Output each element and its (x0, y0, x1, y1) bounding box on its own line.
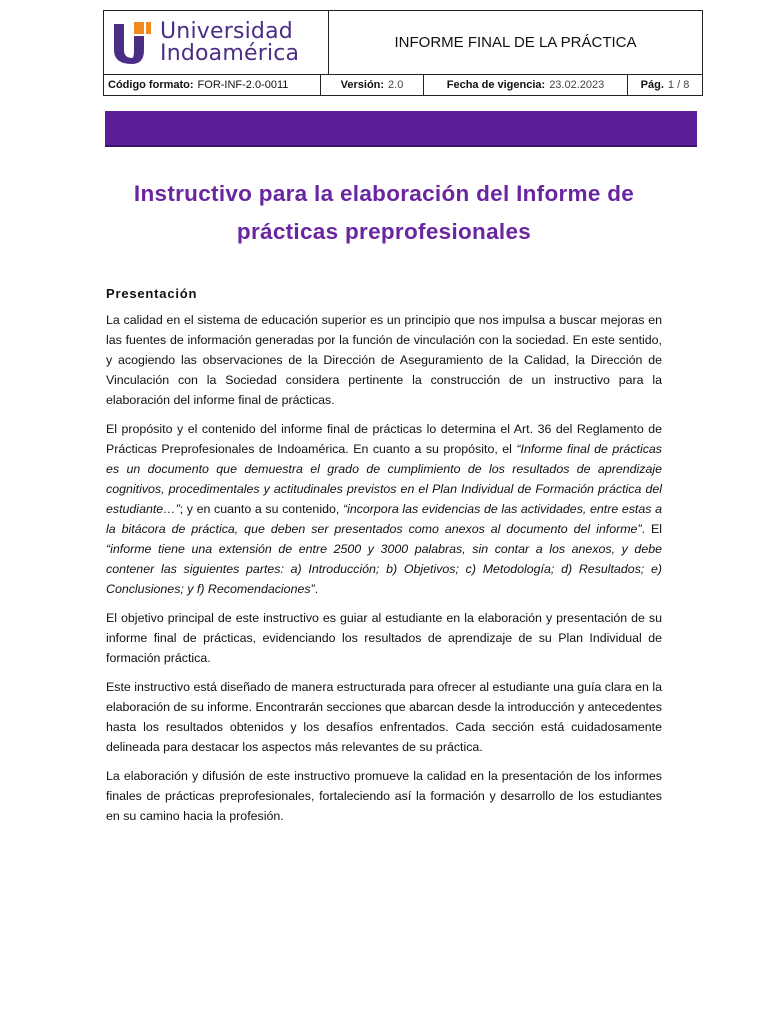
page-cell (628, 75, 702, 95)
version-label: Versión: (340, 79, 385, 91)
version-value: 2.0 (388, 79, 404, 91)
paragraph-1: La calidad en el sistema de educación superior es un principio que nos impulsa a buscar mejoras en las fuentes de información generadas por la función de vinculación con la sociedad. En este sentido, y acogiendo las observaciones de la Dirección de Aseguramiento de la Calidad, la Dirección de Vinculación con la Sociedad considera pertinente la construcción de un instructivo para la elaboración del informe final de prácticas. (106, 313, 662, 407)
code-label: Código formato: (108, 79, 194, 91)
header-meta-row (104, 75, 702, 95)
version-cell (321, 75, 424, 95)
document-title: Instructivo para la elaboración del Informe de prácticas preprofesionales (133, 181, 635, 244)
paragraph-3: El objetivo principal de este instructivo es guiar al estudiante en la elaboración y presentación de su informe final de prácticas, evidenciando los resultados de aprendizaje de su Plan Individual de formación práctica. (106, 611, 662, 665)
paragraph-2-text-b: ; y en cuanto a su contenido, (179, 502, 343, 516)
decorative-purple-bar (105, 111, 697, 147)
validity-cell (424, 75, 628, 95)
quote-content: “incorpora las evidencias de las actividades, entre estas a la bitácora de práctica, que deben ser presentados como anexos al documento del informe” (106, 502, 662, 536)
logo-line-2: Indoamérica (160, 40, 300, 66)
section-heading: Presentación (106, 286, 198, 301)
header-top-row (104, 11, 702, 75)
paragraph-2 (106, 419, 662, 599)
form-title: INFORME FINAL DE LA PRÁCTICA (394, 34, 637, 51)
paragraph-2-text-c: . El (641, 522, 663, 536)
paragraph-5: La elaboración y difusión de este instructivo promueve la calidad en la presentación de los informes finales de prácticas preprofesionales, fortaleciendo así la formación y desarrollo de los estudiantes en su camino hacia la profesión. (106, 769, 662, 823)
quote-length: “informe tiene una extensión de entre 2500 y 3000 palabras, sin contar a los anexos, y debe contener las siguientes partes: a) Introducción; b) Objetivos; c) Metodología; d) Resultados; e) Conclusiones; y f) Recomendaciones” (106, 542, 662, 596)
validity-value: 23.02.2023 (549, 79, 605, 91)
university-logo (104, 11, 329, 74)
university-logo-mark-icon (112, 20, 152, 66)
code-cell (104, 75, 321, 95)
page-label: Pág. (640, 79, 664, 91)
validity-label: Fecha de vigencia: (446, 79, 546, 91)
logo-line-1: Universidad (160, 18, 293, 44)
paragraph-4: Este instructivo está diseñado de manera estructurada para ofrecer al estudiante una guía clara en la elaboración de su informe. Encontrarán secciones que abarcan desde la introducción y antecedentes hasta los resultados obtenidos y los desafíos enfrentados. Cada sección está cuidadosamente delineada para destacar los aspectos más relevantes de su práctica. (106, 680, 662, 754)
document-body (106, 284, 662, 835)
page-number: 1 / 8 (667, 79, 690, 91)
code-value: FOR-INF-2.0-0011 (197, 79, 289, 91)
logo-wordmark (160, 18, 300, 66)
paragraph-2-text-d: . (314, 582, 319, 596)
paragraph-2-text-a: El propósito y el contenido del informe final de prácticas lo determina el Art. 36 del Reglamento de Prácticas Preprofesionales de Indoamérica. En cuanto a su propósito, el (106, 422, 662, 456)
document-header (103, 10, 703, 96)
quote-purpose: “Informe final de prácticas es un documento que demuestra el grado de cumplimiento de los resultados de aprendizaje cognitivos, procedimentales y actitudinales previstos en el Plan Individual de Formación práctica del estudiante…” (106, 442, 662, 516)
